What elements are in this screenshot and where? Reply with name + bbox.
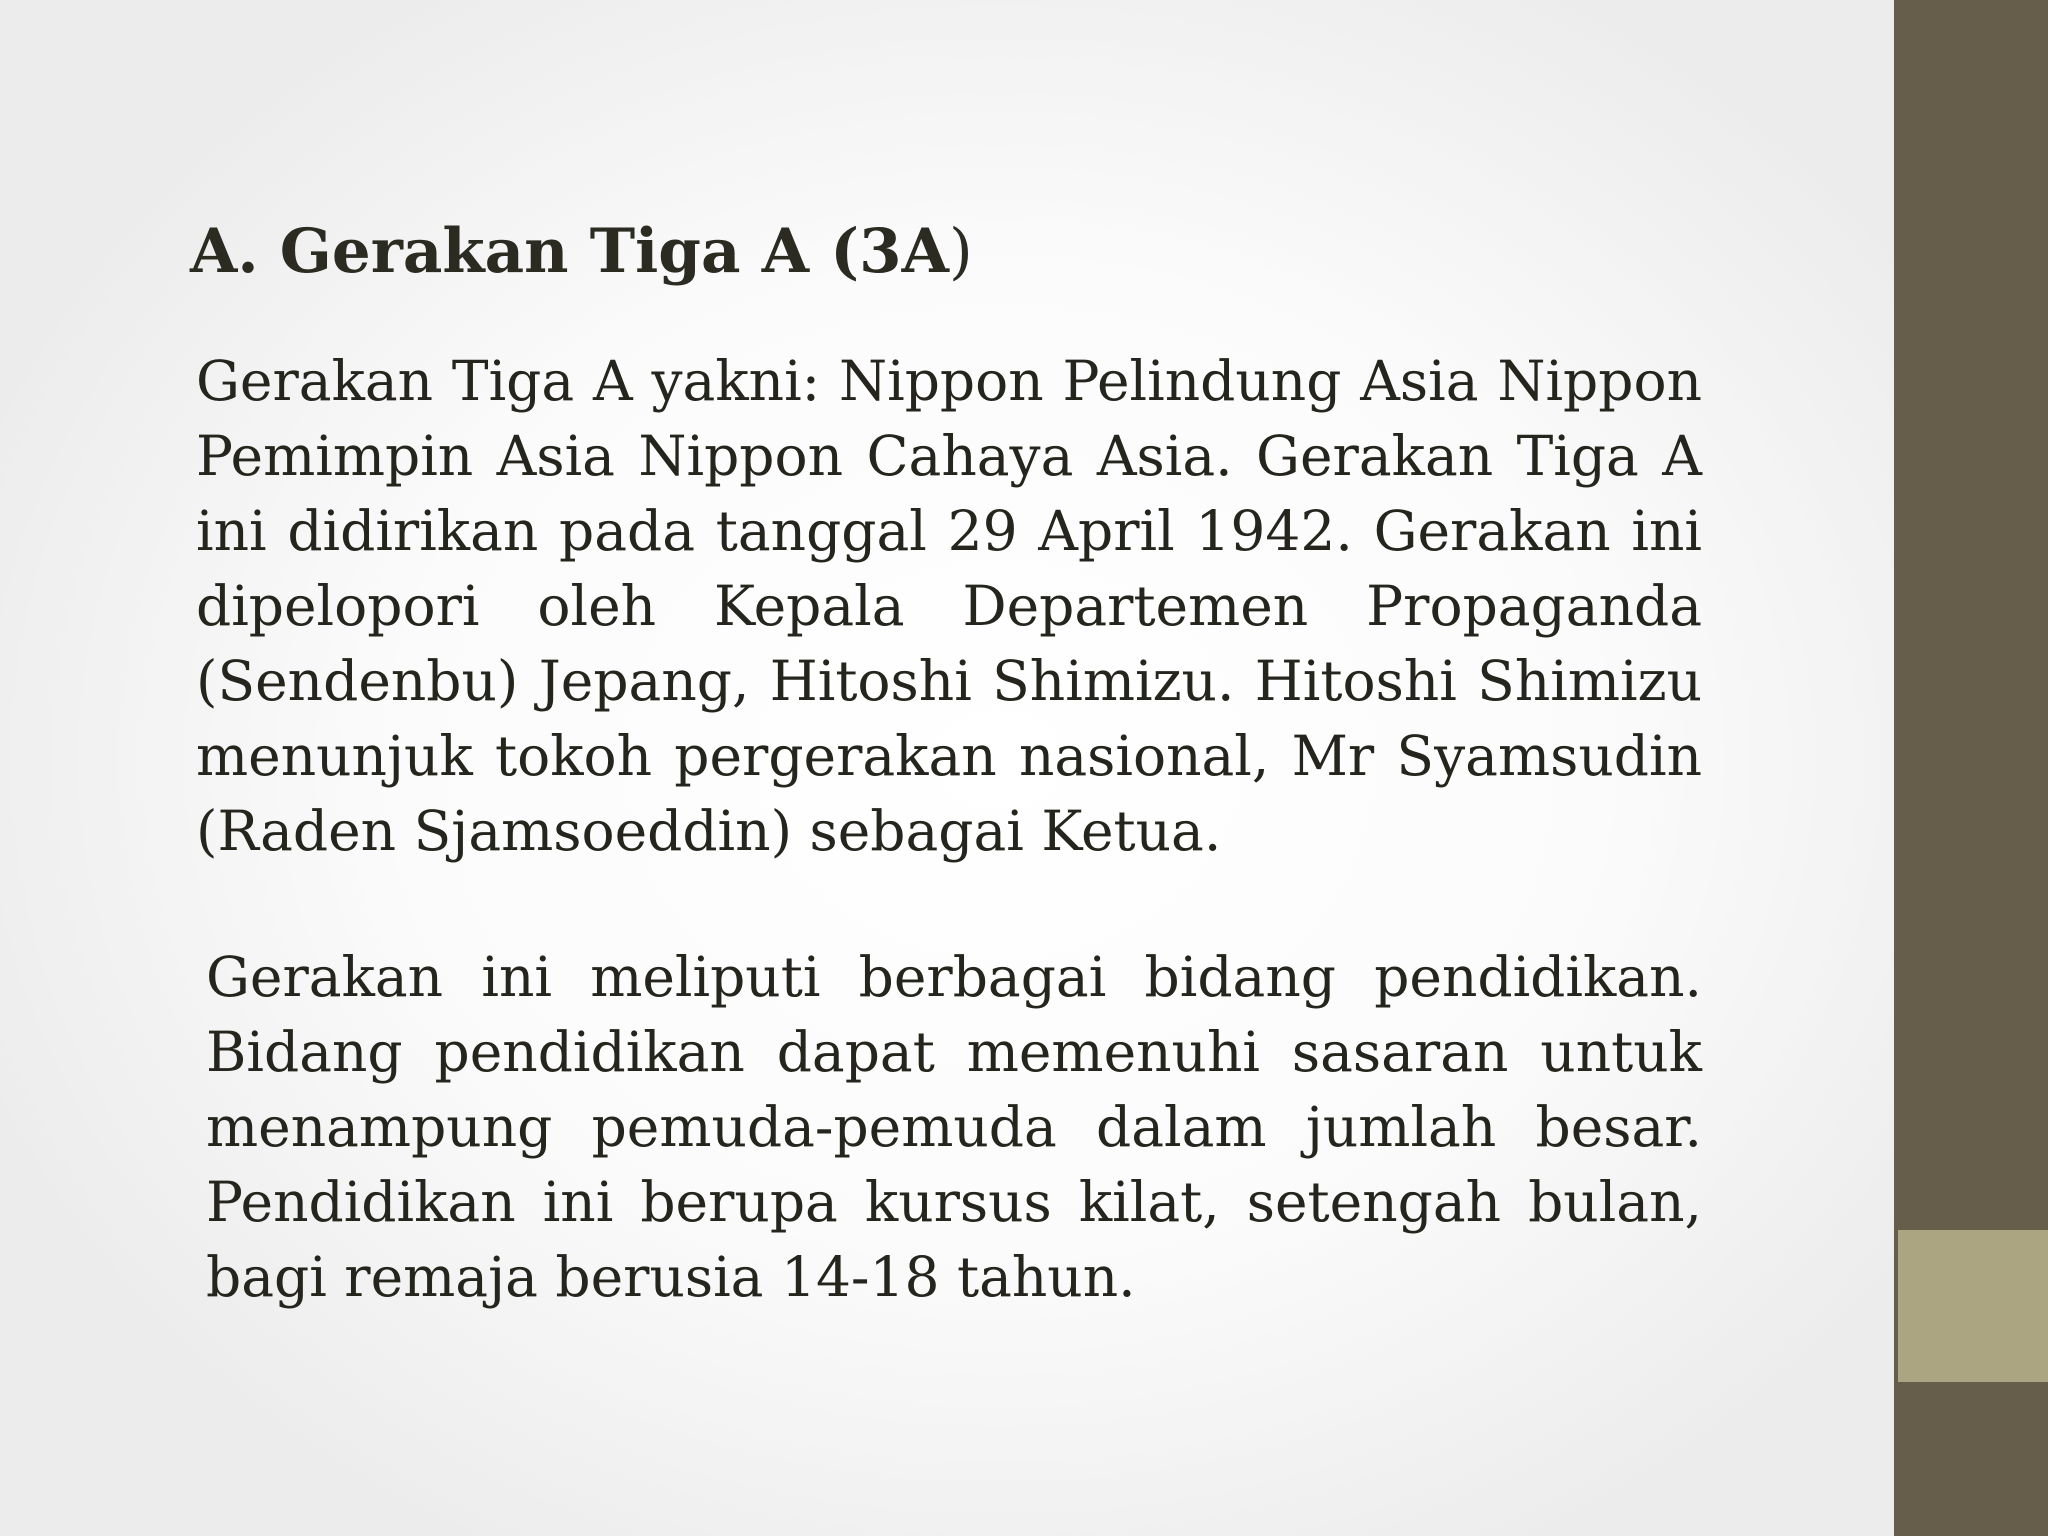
side-accent-block <box>1898 1230 2048 1382</box>
slide-title-close: ) <box>948 216 973 287</box>
slide-title-main: A. Gerakan Tiga A (3A <box>190 216 949 287</box>
slide-title <box>190 212 973 292</box>
paragraph-2: Gerakan ini meliputi berbagai bidang pendidikan. Bidang pendidikan dapat memenuhi sasaran untuk menampung pemuda-pemuda dalam jumlah besar. Pendidikan ini berupa kursus kilat, setengah bulan, bagi remaja berusia 14-18 tahun. <box>206 945 1702 1309</box>
paragraph-1: Gerakan Tiga A yakni: Nippon Pelindung Asia Nippon Pemimpin Asia Nippon Cahaya Asia. Gerakan Tiga A ini didirikan pada tanggal 29 April 1942. Gerakan ini dipelopori oleh Kepala Departemen Propaganda (Sendenbu) Jepang, Hitoshi Shimizu. Hitoshi Shimizu menunjuk tokoh pergerakan nasional, Mr Syamsudin (Raden Sjamsoeddin) sebagai Ketua. <box>196 349 1702 863</box>
